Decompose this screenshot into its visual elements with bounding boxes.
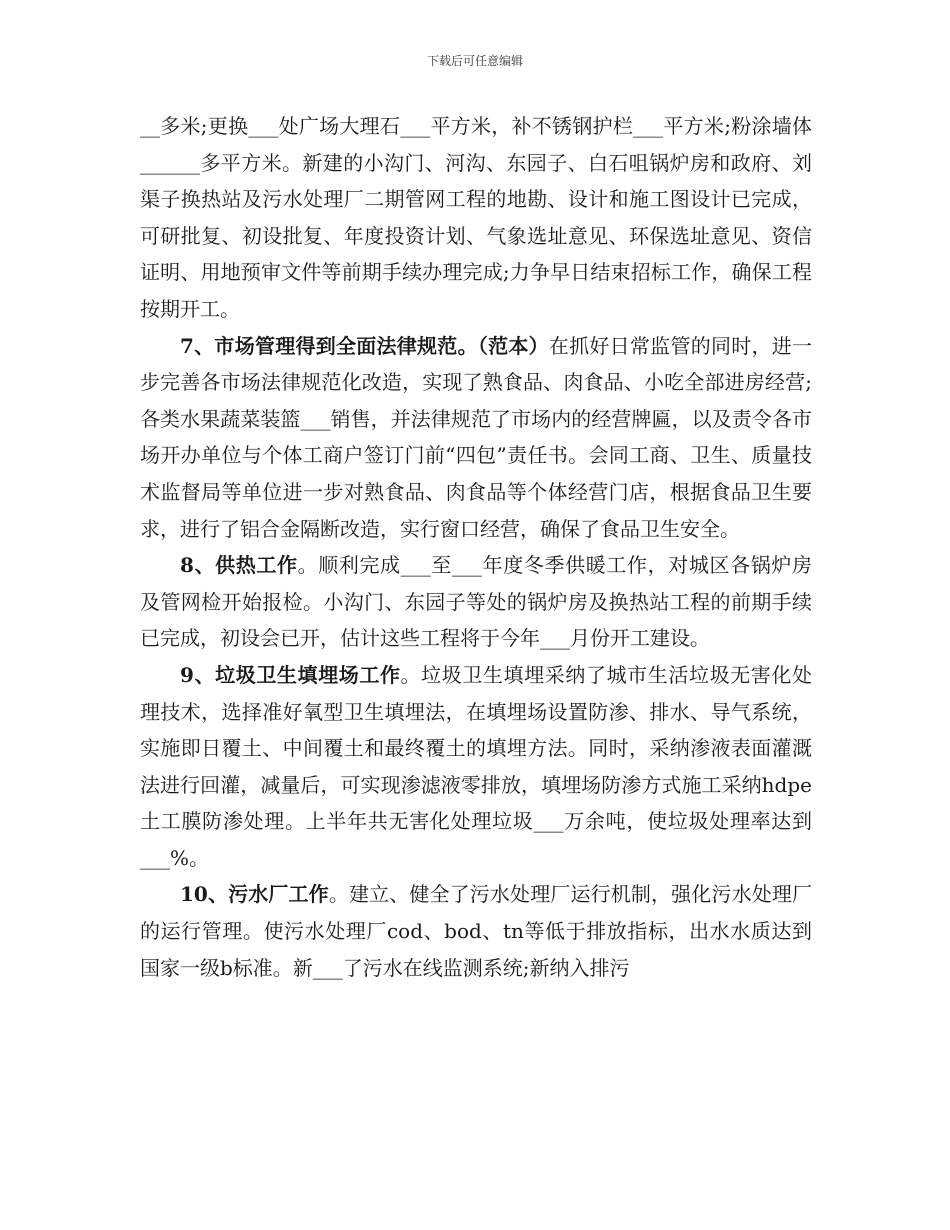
paragraph-8-text: 。顺利完成___至___年度冬季供暖工作，对城区各锅炉房及管网检开始报检。小沟门、东园子等处的锅炉房及换热站工程的前期手续已完成，初设会已开，估计这些工程将于今年___月份开工建设。 — [140, 553, 812, 651]
page-header: 下载后可任意编辑 — [426, 54, 523, 68]
paragraph-7 — [140, 328, 812, 548]
paragraph-7-title: 7、市场管理得到全面法律规范。（范本） — [180, 333, 549, 358]
paragraph-10-title: 10、污水厂工作 — [180, 882, 329, 907]
paragraph-9-text: 。垃圾卫生填埋采纳了城市生活垃圾无害化处理技术，选择准好氧型卫生填埋法，在填埋场设置防渗、排水、导气系统，实施即日覆土、中间覆土和最终覆土的填埋方法。同时，采纳渗液表面灌溉法进行回灌，减量后，可实现渗滤液零排放，填埋场防渗方式施工采纳hdpe土工膜防渗处理。上半年共无害化处理垃圾___万余吨，使垃圾处理率达到___%。 — [140, 662, 812, 870]
paragraph-10-text: 。建立、健全了污水处理厂运行机制，强化污水处理厂的运行管理。使污水处理厂cod、bod、tn等低于排放指标，出水水质达到国家一级b标准。新___了污水在线监测系统;新纳入排污 — [140, 882, 812, 980]
paragraph-7-text: 在抓好日常监管的同时，进一步完善各市场法律规范化改造，实现了熟食品、肉食品、小吃全部进房经营;各类水果蔬菜装篮___销售，并法律规范了市场内的经营牌匾，以及责令各市场开办单位与个体工商户签订门前“四包”责任书。会同工商、卫生、质量技术监督局等单位进一步对熟食品、肉食品等个体经营门店，根据食品卫生要求，进行了铝合金隔断改造，实行窗口经营，确保了食品卫生安全。 — [140, 333, 813, 541]
paragraph-9 — [140, 657, 812, 877]
paragraph-10 — [140, 876, 812, 986]
paragraph-9-title: 9、垃圾卫生填埋场工作 — [180, 662, 401, 687]
paragraph-1: __多米;更换___处广场大理石___平方米，补不锈钢护栏___平方米;粉涂墙体______多平方米。新建的小沟门、河沟、东园子、白石咀锅炉房和政府、刘渠子换热站及污水处理厂二期管网工程的地勘、设计和施工图设计已完成，可研批复、初设批复、年度投资计划、气象选址意见、环保选址意见、资信证明、用地预审文件等前期手续办理完成;力争早日结束招标工作，确保工程按期开工。 — [140, 114, 812, 321]
document-body — [140, 108, 812, 986]
paragraph-8-title: 8、供热工作 — [180, 553, 298, 578]
paragraph-8 — [140, 547, 812, 657]
